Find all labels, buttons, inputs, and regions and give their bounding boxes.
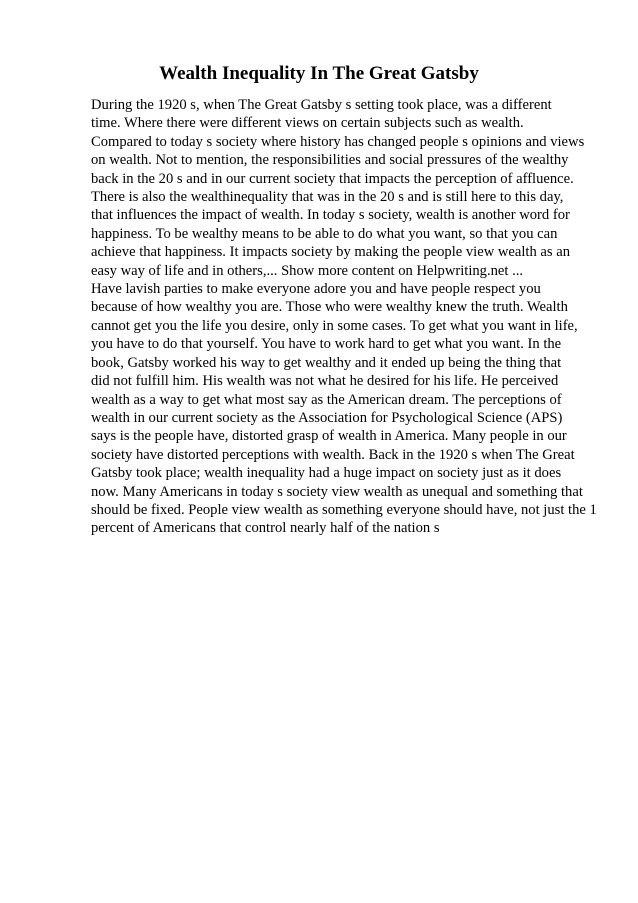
body-line: During the 1920 s, when The Great Gatsby s setting took place, was a different (91, 97, 552, 113)
body-line: did not fulfill him. His wealth was not what he desired for his life. He perceived (91, 373, 559, 390)
body-line: says is the people have, distorted grasp of wealth in America. Many people in our (91, 428, 567, 445)
body-line: time. Where there were different views on certain subjects such as wealth. (91, 115, 524, 132)
body-line: book, Gatsby worked his way to get wealthy and it ended up being the thing that (91, 354, 562, 371)
document-title: Wealth Inequality In The Great Gatsby (159, 63, 479, 84)
body-line: because of how wealthy you are. Those who were wealthy knew the truth. Wealth (91, 299, 568, 316)
body-line: happiness. To be wealthy means to be able to do what you want, so that you can (91, 225, 558, 242)
body-line: Have lavish parties to make everyone adore you and have people respect you (91, 281, 541, 298)
body-line: on wealth. Not to mention, the responsibilities and social pressures of the wealthy (91, 152, 569, 169)
body-line: wealth as a way to get what most say as the American dream. The perceptions of (91, 391, 562, 408)
body-line: should be fixed. People view wealth as something everyone should have, not just the 1 (91, 501, 597, 518)
body-line: cannot get you the life you desire, only in some cases. To get what you want in life, (91, 317, 578, 334)
body-line: wealth in our current society as the Association for Psychological Science (APS) (91, 409, 563, 426)
body-line: that influences the impact of wealth. In today s society, wealth is another word for (91, 207, 570, 224)
body-line: Gatsby took place; wealth inequality had a huge impact on society just as it does (91, 465, 562, 482)
body-line: There is also the wealthinequality that was in the 20 s and is still here to this day, (91, 189, 564, 206)
body-line: society have distorted perceptions with wealth. Back in the 1920 s when The Great (91, 446, 575, 463)
body-line: Compared to today s society where history has changed people s opinions and views (91, 133, 585, 150)
body-line: easy way of life and in others,... Show more content on Helpwriting.net ... (91, 262, 524, 279)
body-line: achieve that happiness. It impacts society by making the people view wealth as an (91, 244, 571, 261)
document-body (91, 96, 631, 538)
body-line: back in the 20 s and in our current society that impacts the perception of affluence. (91, 170, 574, 187)
body-line: percent of Americans that control nearly half of the nation s (91, 520, 440, 537)
body-line: now. Many Americans in today s society view wealth as unequal and something that (91, 483, 583, 500)
body-line: you have to do that yourself. You have to work hard to get what you want. In the (91, 336, 562, 353)
